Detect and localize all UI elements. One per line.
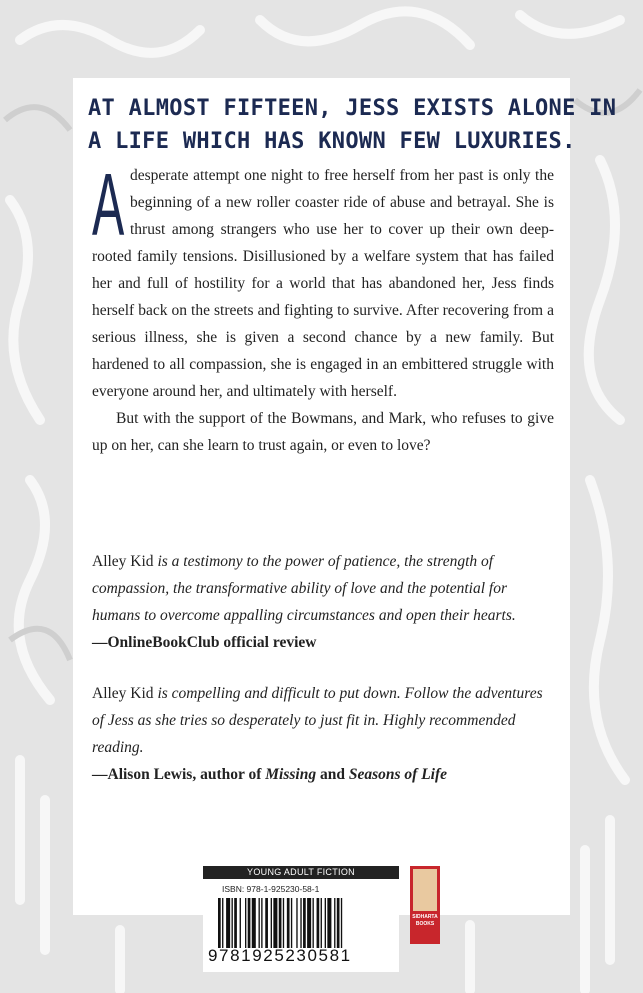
barcode-bar (291, 898, 292, 948)
barcode-bar (300, 898, 301, 948)
barcode-bar (273, 898, 277, 948)
barcode-bar (303, 898, 306, 948)
barcode-bar (271, 898, 272, 948)
barcode-bar (287, 898, 290, 948)
barcode-bar (341, 898, 342, 948)
review-2-and: and (316, 766, 349, 783)
barcode-digits: 9781925230581 (208, 946, 352, 965)
headline (88, 92, 617, 158)
review-1-quote (92, 548, 554, 629)
review-1-book-title: Alley Kid (92, 553, 154, 570)
barcode-bar (337, 898, 340, 948)
barcode-bar (222, 898, 223, 948)
publisher-logo (410, 866, 440, 944)
review-2 (92, 680, 554, 788)
barcode-bar (307, 898, 311, 948)
barcode-bar (261, 898, 262, 948)
barcode-bar (283, 898, 284, 948)
barcode-bar (265, 898, 268, 948)
barcode-bar (327, 898, 331, 948)
barcode-bar (334, 898, 335, 948)
barcode-bar (279, 898, 282, 948)
barcode-bar (296, 898, 297, 948)
barcode-bar (232, 898, 233, 948)
publisher-name (410, 914, 440, 928)
review-2-attribution (92, 761, 554, 788)
blurb-paragraph-1-text: desperate attempt one night to free herself from her past is only the beginning of a new roller coaster ride of abuse and betrayal. She is thrust among strangers who use her to cover up their own deep-rooted family tensions. Disillusioned by a welfare system that has failed her and full of hostility for a world that has abandoned her, Jess finds herself back on the streets and fighting to survive. After recovering from a serious illness, she is given a second chance by a new family. But hardened to all compassion, she is engaged in an embittered struggle with everyone around her, and ultimately with herself. (92, 167, 554, 400)
drop-cap: A (92, 155, 125, 254)
review-2-book-2: Seasons of Life (348, 766, 448, 783)
review-1 (92, 548, 554, 656)
barcode-bar (248, 898, 251, 948)
review-1-attribution: —OnlineBookClub official review (92, 634, 317, 651)
review-2-text: is compelling and difficult to put down. Follow the adventures of Jess as she tries so desperately to just fit in. Highly recommended reading. (92, 685, 543, 756)
review-2-quote (92, 680, 554, 761)
headline-line-1: AT ALMOST FIFTEEN, JESS EXISTS ALONE IN (88, 96, 617, 121)
genre-label: YOUNG ADULT FICTION (203, 866, 399, 879)
barcode-bar (313, 898, 314, 948)
barcode-bar (252, 898, 256, 948)
barcode-bar (259, 898, 260, 948)
headline-line-2: A LIFE WHICH HAS KNOWN FEW LUXURIES. (88, 129, 576, 154)
blurb (92, 155, 554, 459)
review-2-book-title: Alley Kid (92, 685, 154, 702)
barcode-bar (321, 898, 322, 948)
barcode-bar (218, 898, 221, 948)
barcode-bars (218, 898, 388, 948)
review-2-attribution-prefix: —Alison Lewis, author of (92, 766, 266, 783)
barcode-bar (234, 898, 237, 948)
review-1-text: is a testimony to the power of patience, the strength of compassion, the transformative ability of love and the potential for humans to overcome appalling circumstances and open their hearts. (92, 553, 516, 624)
blurb-paragraph-2: But with the support of the Bowmans, and Mark, who refuses to give up on her, can she learn to trust again, or even to love? (92, 410, 554, 454)
barcode-bar (245, 898, 246, 948)
barcode-bar (226, 898, 230, 948)
blurb-paragraph-1 (92, 155, 554, 405)
isbn-text: ISBN: 978-1-925230-58-1 (222, 884, 320, 894)
barcode-bar (240, 898, 241, 948)
publisher-logo-emblem (413, 869, 437, 911)
barcode-bar (317, 898, 320, 948)
barcode-bar (325, 898, 326, 948)
review-2-book-1: Missing (265, 766, 317, 783)
publisher-name-line-2: BOOKS (415, 921, 435, 927)
publisher-name-line-1: SIDHARTA (412, 914, 438, 920)
